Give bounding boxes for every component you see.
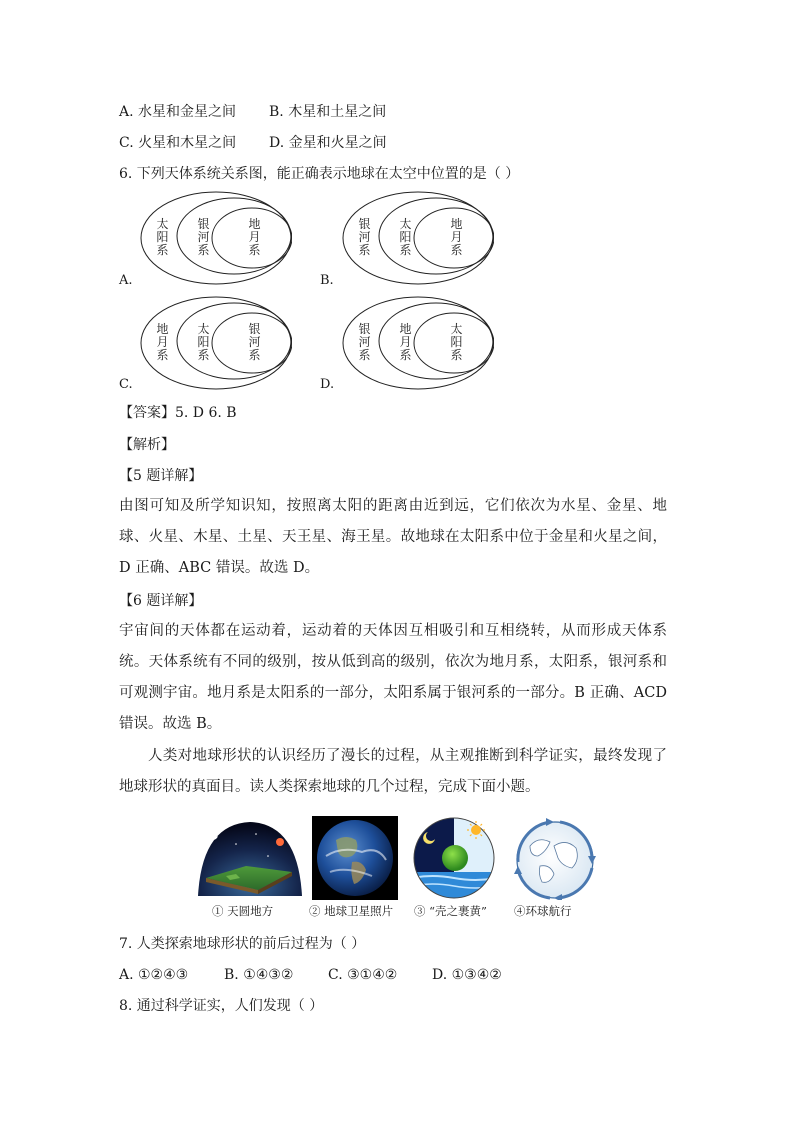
q7-option-d: D. ①③④② <box>432 967 502 983</box>
diagram-a-outer-label: 太阳系 <box>156 217 169 257</box>
figure-2-caption: ② 地球卫星照片 <box>309 904 394 918</box>
q7-option-a: A. ①②④③ <box>119 967 189 983</box>
q6-stem: 6. 下列天体系统关系图，能正确表示地球在太空中位置的是（ ） <box>119 166 520 182</box>
q5-option-d: D. 金星和火星之间 <box>269 135 387 151</box>
q7-option-b: B. ①④③② <box>224 967 294 983</box>
diagram-b-inner-label: 地月系 <box>450 217 463 257</box>
diagram-d-outer-label: 银河系 <box>358 322 371 362</box>
diagram-b-middle-label: 太阳系 <box>399 217 412 257</box>
q6-detail-heading: 【6 题详解】 <box>119 593 203 609</box>
q7-option-c: C. ③①④② <box>328 967 398 983</box>
q8-stem: 8. 通过科学证实，人们发现（ ） <box>119 998 324 1014</box>
diagram-a-inner-label: 地月系 <box>248 217 261 257</box>
q7-stem: 7. 人类探索地球形状的前后过程为（ ） <box>119 936 366 952</box>
figure-3-caption: ③ “壳之裹黄” <box>414 904 487 918</box>
figure-4-image <box>510 816 600 900</box>
diagram-c-outer-label: 地月系 <box>156 322 169 362</box>
diagram-d-letter: D. <box>320 377 335 392</box>
diagram-d-inner-label: 太阳系 <box>450 322 463 362</box>
figure-3-image <box>412 816 496 900</box>
diagram-a-letter: A. <box>119 273 133 288</box>
diagram-b-letter: B. <box>320 273 334 288</box>
q6-detail-text: 宇宙间的天体都在运动着，运动着的天体因互相吸引和互相绕转，从而形成天体系统。天体系统有不同的级别，按从低到高的级别，依次为地月系，太阳系，银河系和可观测宇宙。地月系是太阳系的一部分，太阳系属于银河系的一部分。B 正确、ACD 错误。故选 B。 <box>119 623 667 732</box>
q5-option-b: B. 木星和土星之间 <box>269 104 387 120</box>
diagram-b-outer-label: 银河系 <box>358 217 371 257</box>
diagram-c-inner-label: 银河系 <box>248 322 261 362</box>
diagram-a-middle-label: 银河系 <box>197 217 210 257</box>
q5-detail-text: 由图可知及所学知识知，按照离太阳的距离由近到远，它们依次为水星、金星、地球、火星、木星、土星、天王星、海王星。故地球在太阳系中位于金星和火星之间，D 正确、ABC 错误。故选 D。 <box>119 498 667 576</box>
figure-1-caption: ① 天圆地方 <box>212 904 274 918</box>
q5-detail-heading: 【5 题详解】 <box>119 468 203 484</box>
q5-option-a: A. 水星和金星之间 <box>119 104 237 120</box>
diagram-c-letter: C. <box>119 377 133 392</box>
diagram-d-middle-label: 地月系 <box>399 322 412 362</box>
figure-1-image <box>196 816 304 900</box>
analysis-heading: 【解析】 <box>119 437 175 453</box>
figure-4-caption: ④环球航行 <box>514 904 572 918</box>
q5-option-c: C. 火星和木星之间 <box>119 135 237 151</box>
diagram-c-middle-label: 太阳系 <box>197 322 210 362</box>
answer-line: 【答案】5. D 6. B <box>119 405 237 421</box>
figure-2-image <box>312 816 398 900</box>
passage-text: 人类对地球形状的认识经历了漫长的过程，从主观推断到科学证实，最终发现了地球形状的真面目。读人类探索地球的几个过程，完成下面小题。 <box>119 748 667 795</box>
